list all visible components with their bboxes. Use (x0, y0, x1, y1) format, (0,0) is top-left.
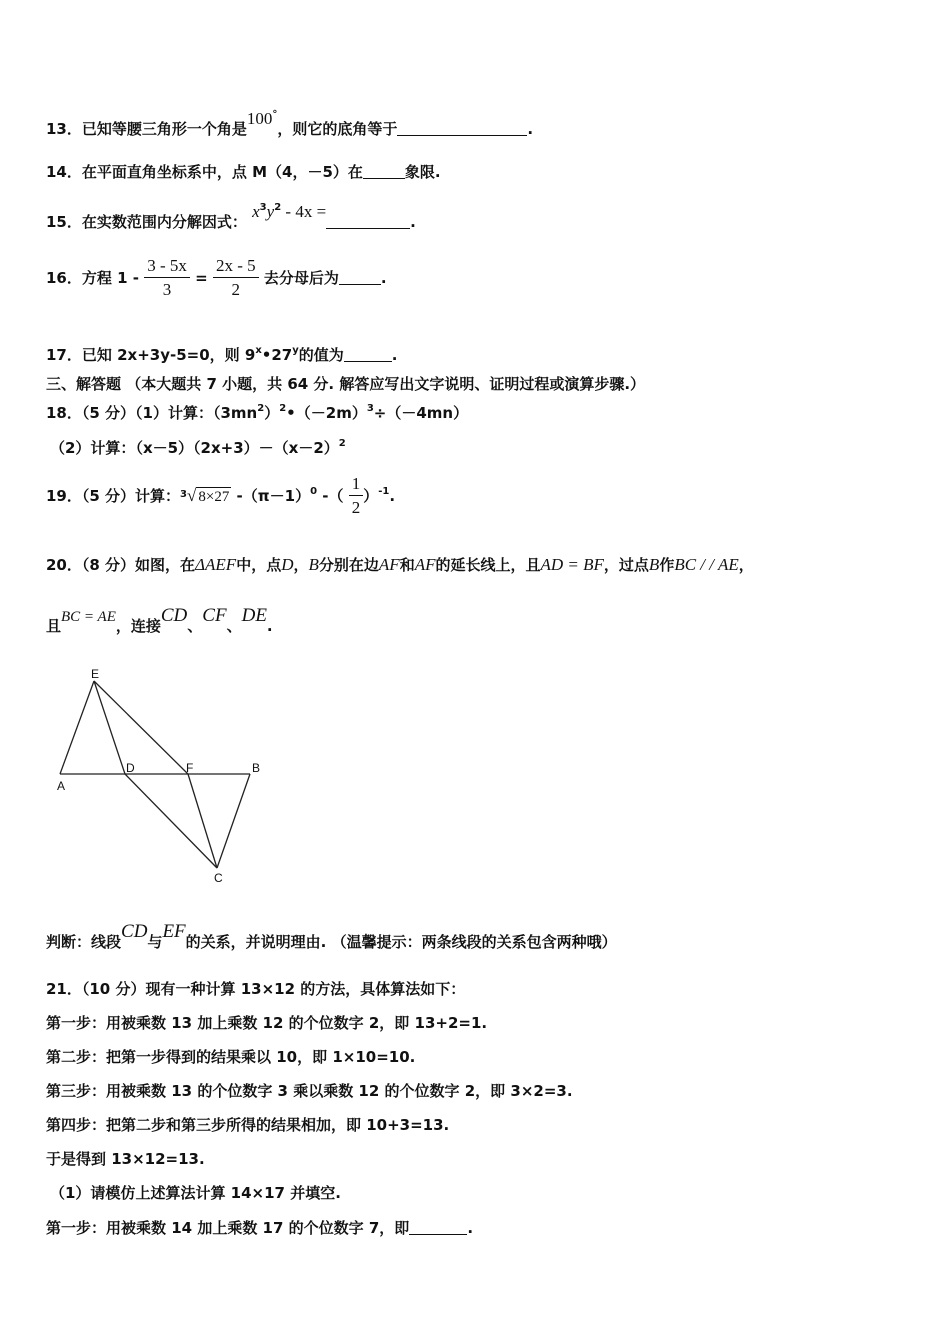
q17-end: . (391, 346, 398, 364)
label-d: D (126, 761, 135, 775)
segment-ef (94, 681, 188, 774)
question-21-line-1: 21．（10 分）现有一种计算 13×12 的方法，具体算法如下： (46, 980, 466, 998)
segment-ae (60, 681, 94, 774)
q19-tail: ） (363, 487, 379, 505)
segment-ed (94, 681, 125, 774)
q16-answer-blank[interactable] (339, 270, 381, 285)
q16-text: 16．方程 1 - (46, 269, 139, 287)
q17-text: 17．已知 2x+3y-5=0，则 9 (46, 346, 256, 364)
question-20-judge: 判断：线段CD与EF的关系，并说明理由. （温馨提示：两条线段的关系包含两种哦） (46, 921, 617, 951)
q19-mid2: -（ (317, 487, 344, 505)
question-20-line-1: 20．（8 分）如图，在ΔAEF中，点D，B分别在边AF和AF的延长线上，且AD = BF，过点B作BC / / AE， (46, 555, 754, 574)
q15-expression: $x^3y^2 - 4x$ = (252, 202, 327, 221)
label-b: B (252, 761, 261, 775)
q13-degree: ° (272, 109, 278, 120)
q14-text: 14．在平面直角坐标系中，点 M（4，－5）在 (46, 163, 363, 181)
q19-exp-neg-one: -1 (378, 486, 390, 497)
q19-end: . (389, 487, 396, 505)
q19-radical-sign: √ (187, 486, 197, 505)
q16-end: . (380, 269, 387, 287)
segment-bc (217, 774, 250, 868)
label-f: F (186, 761, 194, 775)
q19-mid: -（π－1） (231, 487, 311, 505)
triangle-figure (50, 660, 280, 890)
q15-text: 15．在实数范围内分解因式： (46, 213, 247, 231)
q19-text: 19．（5 分）计算： (46, 487, 181, 505)
question-21-step-2: 第二步：把第一步得到的结果乘以 10，即 1×10=10. (46, 1048, 416, 1066)
q19-exp-zero: 0 (310, 486, 318, 497)
question-17 (46, 341, 398, 365)
q14-answer-blank[interactable] (363, 164, 405, 179)
label-a: A (57, 779, 66, 793)
q21-answer-blank[interactable] (409, 1220, 467, 1235)
q13-angle: 100 (246, 109, 273, 128)
q17-answer-blank[interactable] (344, 347, 392, 362)
q13-text: 13．已知等腰三角形一个角是 (46, 120, 247, 138)
question-18-part-1: 18．（5 分）（1）计算：$(3mn^2)^2•(-2m)^3\div(-4mn)$ (46, 403, 469, 422)
question-21-step-3: 第三步：用被乘数 13 的个位数字 3 乘以乘数 12 的个位数字 2，即 3×2=3. (46, 1082, 573, 1100)
question-21-result: 于是得到 13×12=13. (46, 1150, 205, 1168)
question-20-line-2: 且BC = AE，连接CD、CF、DE. (46, 605, 273, 635)
q15-answer-blank[interactable] (326, 214, 410, 229)
question-14 (46, 162, 441, 182)
q17-tail: 的值为 (298, 346, 344, 364)
q15-end: . (410, 213, 416, 231)
segment-dc (125, 774, 217, 868)
question-21-step-1: 第一步：用被乘数 13 加上乘数 12 的个位数字 2，即 13+2=1. (46, 1014, 488, 1032)
q17-mid: •27 (261, 346, 293, 364)
question-21-part-1-step-1: 第一步：用被乘数 14 加上乘数 17 的个位数字 7，即 . (46, 1219, 474, 1237)
q13-end: . (527, 120, 534, 138)
question-15 (46, 202, 416, 232)
label-c: C (214, 871, 223, 885)
q17-exp-x: x (255, 345, 262, 356)
q13-answer-blank[interactable] (397, 121, 527, 136)
q14-tail: 象限. (404, 163, 441, 181)
q19-fraction: $\frac{1}{2}$ (349, 473, 364, 520)
question-18-part-2: （2）计算：$(x-5)(2x+3)-(x-2)^2$ (50, 438, 346, 457)
question-16 (46, 254, 387, 302)
q16-fraction-2: $\frac{2x - 5}{2}$ (213, 255, 259, 302)
label-e: E (91, 667, 100, 681)
section-3-heading: 三、解答题 （本大题共 7 小题，共 64 分. 解答应写出文字说明、证明过程或演算步骤.） (46, 375, 646, 393)
question-21-part-1: （1）请模仿上述算法计算 14×17 并填空. (50, 1184, 341, 1202)
question-21-step-4: 第四步：把第二步和第三步所得的结果相加，即 10+3=13. (46, 1116, 450, 1134)
q16-tail: 去分母后为 (263, 269, 339, 287)
question-13 (46, 109, 534, 139)
q16-equals: = (195, 269, 208, 287)
q13-tail: ，则它的底角等于 (277, 120, 398, 138)
q19-radicand: 8×27 (198, 489, 230, 505)
q17-exp-y: y (292, 345, 299, 356)
q16-fraction-1: $\frac{3 - 5x}{3}$ (144, 255, 190, 302)
question-19 (46, 468, 395, 520)
q19-root-index: 3 (180, 489, 188, 500)
